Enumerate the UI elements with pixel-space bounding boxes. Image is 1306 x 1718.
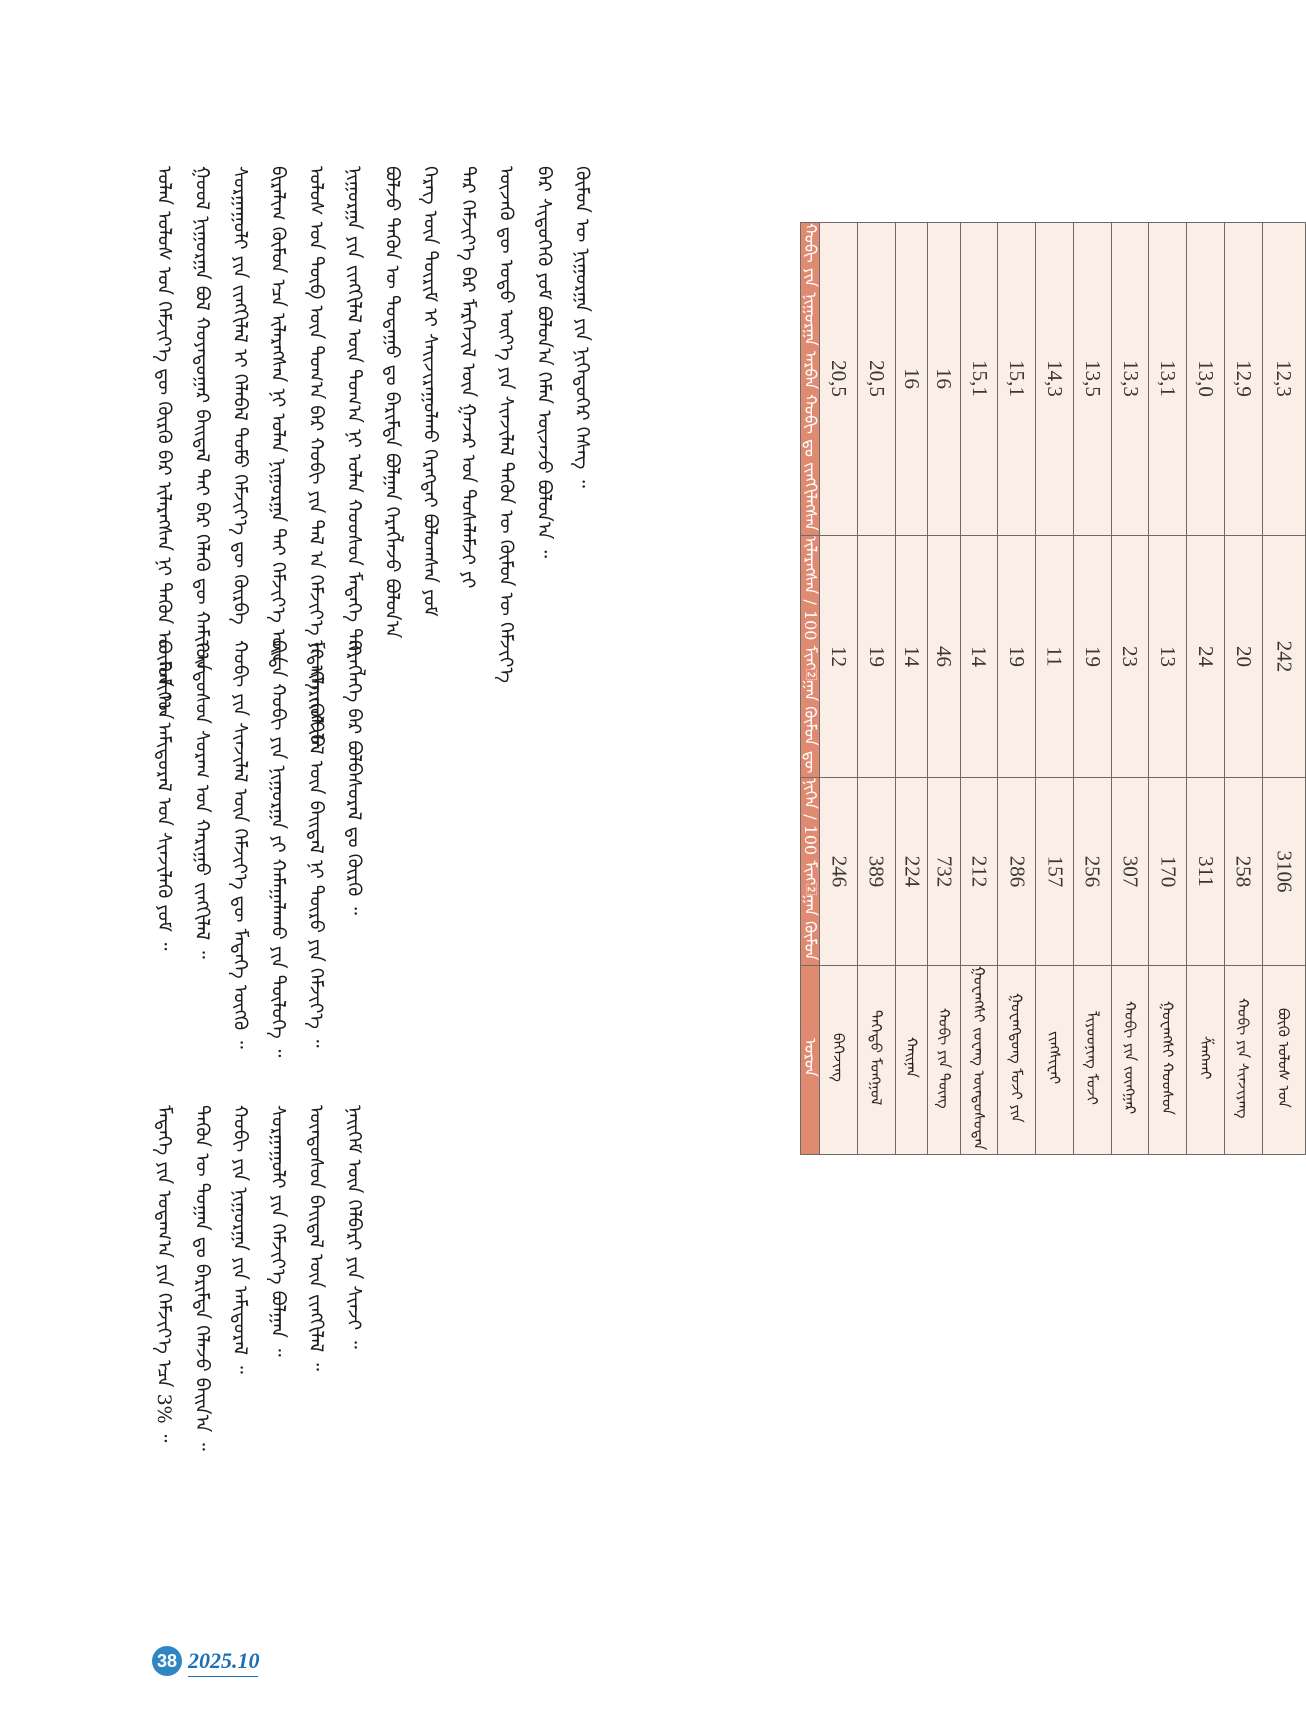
text-line: ᠦᠵᠡᠬᠦ ᠳᠦ ᠣᠳᠣ ᠦᠶ᠎ᠡ ᠶᠢᠨ ᠰᠢᠨᠵᠢᠯᠡᠯ ᠲᠡᠭᠦᠨ ᠦ ᠬᠦᠮᠦᠨ ᠦ ᠬᠡᠮᠵᠢᠶ᠎ᠡ — [495, 166, 517, 684]
cell-pop: 224 — [899, 855, 924, 888]
table-cell — [1262, 223, 1305, 536]
cell-rate: 15,1 — [967, 360, 992, 398]
text-line: ᠦᠨᠳᠦᠰᠦᠨ ᠪᠠᠢᠳᠠᠯ ᠦᠨ ᠵᠢᠩᠬᠢᠯᠡᠯ ᠃ — [305, 1105, 327, 1371]
table-cell — [1036, 535, 1074, 777]
table-cell — [1036, 223, 1074, 536]
cell-region: ᠬᠤᠪᠢ ᠶᠢᠨ ᠰᠢᠨᠵᠢᠶᠠᠩ — [1234, 997, 1253, 1119]
row-label-text: ᠢᠯᠡᠷᠡᠭᠰᠡᠨ / 100 ᠮᠢᠩ᠌ᠭᠠᠨ ᠬᠦᠮᠦᠨ ᠳᠦ — [801, 535, 820, 774]
cell-found: 46 — [932, 646, 957, 668]
table-cell — [1187, 223, 1225, 536]
cell-pop: 311 — [1193, 856, 1218, 887]
cell-found: 20 — [1231, 646, 1256, 668]
cell-found: 14 — [899, 646, 924, 668]
table-cell — [1187, 535, 1225, 777]
table-cell — [857, 778, 895, 965]
text-line: ᠬᠤᠪᠢ ᠶᠢᠨ ᠨᠢᠭᠤᠷᠭᠠ ᠶᠢᠨ ᠠᠮᠢᠳᠤᠷᠠᠯ ᠃ — [229, 1105, 251, 1374]
cell-region: ᠬᠤᠪᠢ ᠶᠢᠨ ᠳᠦᠩ — [934, 1007, 953, 1109]
cell-region: ᠭᠤᠸᠠᠩᠰᠢ ᠬᠣᠣᠰᠤᠨ — [1158, 1000, 1177, 1115]
table-cell — [1224, 778, 1262, 965]
cell-found: 19 — [1080, 646, 1105, 668]
text-line: ᠦᠨᠳᠦᠰᠦᠨ ᠰᠤᠷᠠᠭ ᠤᠨ ᠬᠠᠷᠢᠭᠤ ᠵᠢᠩᠬᠢᠯᠡᠯ ᠃ — [191, 640, 213, 959]
data-table — [800, 222, 1306, 1155]
table-cell — [1224, 965, 1262, 1154]
text-line: ᠭᠣᠣᠯ ᠨᠢᠭᠤᠷᠭᠠ ᠪᠣᠯ ᠬᠣᠶᠠᠳᠤᠭᠠᠷ ᠪᠠᠢᠳᠠᠯ ᠲᠠᠢ ᠪᠡᠷ ᠬᠡᠯᠡᠬᠦ ᠳᠦ ᠬᠠᠮᠢᠶ᠎ᠠ — [191, 166, 213, 671]
table-cell — [820, 965, 858, 1154]
row-label-text: ᠨᠢᠭᠡᠨ / 100 ᠮᠢᠩ᠌ᠭᠠᠨ ᠬᠦᠮᠦᠨ — [801, 778, 820, 961]
cell-found: 13 — [1156, 646, 1181, 668]
text-block-middle — [145, 640, 373, 1080]
table-cell — [1187, 965, 1225, 1154]
text-line: ᠨᠡᠢᠭᠡᠮ ᠦᠨ ᠬᠡᠯᠪᠡᠷᠢ ᠶᠢᠨ ᠰᠢᠨᠵᠢ ᠃ — [343, 1105, 365, 1349]
issue-label: 2025.10 — [188, 1648, 260, 1673]
table-cell — [928, 223, 961, 536]
table-cell — [1073, 223, 1111, 536]
cell-rate: 20,5 — [864, 360, 889, 398]
text-line: ᠰᠤᠷᠭᠠᠭᠤᠯᠢ ᠶᠢᠨ ᠬᠡᠮᠵᠢᠶ᠎ᠡ ᠪᠣᠯᠭᠠᠨ ᠃ — [267, 1105, 289, 1357]
text-block-bottom — [145, 1105, 373, 1625]
table-row-rate — [801, 223, 1306, 536]
cell-rate: 12,3 — [1272, 360, 1296, 398]
text-line: ᠪᠢᠷᠠᠯᠢᠭ ᠬᠦᠮᠦᠨ ᠡᠴᠡ ᠢᠯᠡᠷᠡᠭᠰᠡᠨ ᠨᠢ ᠣᠯᠠᠨ ᠨᠢᠭᠤᠷᠭᠠ ᠲᠠᠢ ᠬᠡᠮᠵᠢᠶ᠎ᠡ ᠦᠨ — [267, 166, 289, 663]
text-line: ᠬᠤᠪᠢ ᠶᠢᠨ ᠰᠢᠨᠵᠢᠯᠡᠯ ᠦᠨ ᠬᠡᠮᠵᠢᠶ᠎ᠡ ᠳᠦ ᠮᠡᠳᠡᠭᠡ ᠦᠭᠬᠦ ᠃ — [229, 640, 251, 1049]
table-cell — [1111, 778, 1149, 965]
cell-found: 242 — [1272, 640, 1296, 673]
table-cell — [928, 778, 961, 965]
table-cell — [1149, 535, 1187, 777]
cell-pop: 732 — [932, 855, 957, 888]
text-line: ᠲᠡᠭᠦᠨ ᠦ ᠲᠣᠭᠠᠨ ᠳᠤ ᠪᠠᠷᠢᠮᠲᠠ ᠬᠡᠯᠡᠵᠦ ᠪᠠᠢᠨ᠎ᠠ ᠃ — [191, 1105, 213, 1451]
cell-pop: 212 — [967, 855, 992, 888]
table-row-region — [801, 965, 1306, 1154]
text-line: ᠬᠦᠮᠦᠨ ᠦ ᠨᠢᠭᠤᠷᠭᠠ ᠶᠢᠨ ᠨᠢᠭᠡᠳᠦᠭᠡᠷ ᠬᠡᠰᠡᠭ ᠃ — [571, 166, 593, 488]
table-cell — [960, 535, 998, 777]
table-cell — [1262, 535, 1305, 777]
table-cell — [895, 535, 928, 777]
cell-pop: 246 — [826, 855, 851, 888]
cell-region: ᠬᠠᠢᠨᠠᠨ — [902, 1037, 921, 1079]
table-cell — [857, 965, 895, 1154]
cell-found: 14 — [967, 646, 992, 668]
cell-region: ᠳᠡᠭᠡᠳᠦ ᠮᠣᠩᠭᠣᠯ — [867, 1010, 886, 1106]
cell-pop: 307 — [1118, 855, 1143, 888]
table-cell — [1149, 778, 1187, 965]
table-cell — [1036, 778, 1074, 965]
cell-found: 19 — [864, 646, 889, 668]
cell-rate: 20,5 — [826, 360, 851, 398]
cell-region: ᠱᠠᠩᠬᠠᠢ — [1196, 1036, 1215, 1080]
table-cell — [1111, 535, 1149, 777]
table-cell — [820, 535, 858, 777]
cell-found: 19 — [1005, 646, 1030, 668]
table-cell — [1073, 535, 1111, 777]
cell-rate: 14,3 — [1042, 360, 1067, 398]
table-cell — [998, 965, 1036, 1154]
cell-found: 24 — [1193, 646, 1218, 668]
cell-pop: 3106 — [1272, 850, 1296, 893]
row-label-text: ᠣᠷᠣᠨ — [801, 1038, 820, 1078]
cell-pop: 256 — [1080, 855, 1105, 888]
text-line: ᠪᠠᠷ ᠰᠢᠳᠦᠭᠡᠬᠦ ᠶᠤᠮ ᠪᠣᠯᠤᠨ᠎ᠠ ᠬᠡᠮᠡᠨ ᠦᠵᠡᠵᠦ ᠪᠣᠯᠤᠨ᠎ᠠ ᠃ — [533, 166, 555, 558]
row-label — [801, 965, 820, 1154]
text-line: ᠬᠡᠷᠡᠭᠯᠡᠭᠡ ᠪᠡᠷ ᠪᠣᠯᠪᠠᠰᠤᠷᠠᠯ ᠳᠤ ᠬᠦᠷᠬᠦ ᠃ — [343, 640, 365, 915]
cell-rate: 16 — [899, 368, 924, 390]
table-cell — [895, 223, 928, 536]
table-cell — [1111, 223, 1149, 536]
cell-rate: 15,1 — [1005, 360, 1030, 398]
text-line: ᠨᠢᠭᠤᠷᠭᠠ ᠶᠢᠨ ᠵᠢᠩᠬᠢᠯᠡᠯ ᠦᠨ ᠲᠣᠭ᠎ᠠ ᠨᠢ ᠣᠯᠠᠨ ᠬᠣᠣᠰᠤᠨ ᠮᠡᠳᠡᠭᠡ ᠲᠠᠢ — [343, 166, 365, 656]
table-cell — [928, 535, 961, 777]
table-row-found — [801, 535, 1306, 777]
cell-region: ᠪᠦᠬᠦ ᠤᠯᠤᠰ ᠤᠨ — [1274, 1007, 1293, 1108]
cell-region: ᠯᠢᠶᠣᠣᠨᠢᠩ ᠮᠤᠵᠢ — [1083, 1010, 1102, 1105]
cell-rate: 12,9 — [1231, 360, 1256, 398]
cell-rate: 13,3 — [1118, 360, 1143, 398]
table-cell — [1224, 535, 1262, 777]
row-label-text: ᠬᠤᠪᠢ ᠶᠢᠨ ᠨᠢᠭᠤᠷᠭᠠ ᠠᠷᠪᠠᠨ ᠬᠤᠪᠢ ᠳᠤ ᠵᠢᠩᠬᠢᠯᠡᠭᠰᠡᠨ — [801, 223, 820, 531]
table-cell — [1187, 778, 1225, 965]
row-label — [801, 223, 820, 536]
table-cell — [895, 778, 928, 965]
cell-pop: 170 — [1156, 855, 1181, 888]
cell-pop: 389 — [864, 855, 889, 888]
cell-found: 11 — [1042, 646, 1067, 667]
table-cell — [1224, 223, 1262, 536]
cell-region: ᠬᠤᠪᠢ ᠶᠢᠨ ᠵᠦᠩᠭᠠᠷ — [1120, 1001, 1139, 1115]
cell-found: 23 — [1118, 646, 1143, 668]
table-cell — [1073, 778, 1111, 965]
table-cell — [895, 965, 928, 1154]
cell-rate: 13,0 — [1193, 360, 1218, 398]
table-cell — [1073, 965, 1111, 1154]
cell-region: ᠪᠡᠭᠡᠵᠢᠩ — [829, 1033, 848, 1083]
table-cell — [820, 778, 858, 965]
text-line: ᠬᠡᠷᠡᠭ ᠦᠨ ᠳᠦᠷᠢᠮ ᠢ ᠰᠠᠢᠵᠢᠷᠠᠭᠤᠯᠬᠤ ᠬᠡᠷᠡᠭᠲᠡᠢ ᠪᠣᠯᠤᠭᠰᠠᠨ ᠶᠤᠮ — [419, 166, 441, 617]
page-number-badge: 38 — [152, 1646, 182, 1676]
table-cell — [1036, 965, 1074, 1154]
table-cell — [960, 223, 998, 536]
cell-found: 12 — [826, 646, 851, 668]
table-cell — [998, 223, 1036, 536]
cell-region: ᠭᠤᠸᠠᠩᠳᠦᠩ ᠮᠤᠵᠢ ᠶᠢᠨ — [1007, 993, 1026, 1123]
text-line: ᠪᠣᠯᠵᠤ ᠲᠡᠭᠦᠨ ᠦ ᠳᠤᠲᠠᠭᠤ ᠳᠤ ᠪᠠᠷᠢᠮᠲᠠ ᠪᠣᠯᠭᠠᠨ ᠬᠡᠷᠡᠭᠯᠡᠵᠦ ᠪᠣᠯᠤᠨ᠎ᠠ — [381, 166, 403, 639]
cell-region: ᠵᠢᠩᠰᠢᠸᠠᠢ — [1045, 1031, 1064, 1085]
table-cell — [1262, 778, 1305, 965]
text-line: ᠪᠢᠳᠡ ᠬᠤᠪᠢ ᠶᠢᠨ ᠨᠢᠭᠤᠷᠭᠠ ᠶᠢ ᠬᠠᠮᠠᠭᠠᠯᠠᠬᠤ ᠶᠢᠨ ᠲᠥᠯᠥᠭᠡ ᠃ — [267, 640, 289, 1058]
table-cell — [820, 223, 858, 536]
issue-underline — [188, 1676, 258, 1677]
table-row-pop — [801, 778, 1306, 965]
text-line: ᠰᠤᠷᠭᠠᠭᠤᠯᠢ ᠶᠢᠨ ᠵᠢᠩᠬᠢᠯᠡᠯ ᠢ ᠬᠡᠯᠡᠪᠡᠯ ᠲᠣᠮᠣ ᠬᠡᠮᠵᠢᠶ᠎ᠡ ᠳᠦ ᠬᠦᠷᠪᠡ — [229, 166, 251, 625]
cell-rate: 16 — [932, 368, 957, 390]
cell-pop: 258 — [1231, 855, 1256, 888]
text-line: ᠬᠦᠮᠦᠨ ᠦ ᠠᠮᠢᠳᠤᠷᠠᠯ ᠤᠨ ᠰᠢᠨᠵᠢᠯᠡᠬᠦ ᠶᠤᠮ ᠃ — [153, 640, 175, 951]
table-cell — [998, 535, 1036, 777]
text-line: ᠤᠯᠤᠰ ᠤᠨ ᠲᠦᠪ ᠦᠨ ᠲᠣᠭ᠎ᠠ ᠪᠡᠷ ᠬᠤᠪᠢ ᠶᠢᠨ ᠲᠠᠯ ᠠ ᠬᠡᠮᠵᠢᠶ᠎ᠡ ᠶᠢ ᠢᠯᠡᠷᠡᠭᠦᠯᠵᠦ — [305, 166, 327, 748]
cell-rate: 13,5 — [1080, 360, 1105, 398]
text-line: ᠮᠡᠳᠡᠭᠡ ᠶᠢᠨ ᠤᠳᠠᠭ᠎ᠠ ᠶᠢᠨ ᠬᠡᠮᠵᠢᠶ᠎ᠡ ᠡᠴᠡ 3% ᠃ — [153, 1105, 175, 1443]
table-cell — [1149, 965, 1187, 1154]
table-cell — [1149, 223, 1187, 536]
cell-pop: 157 — [1042, 855, 1067, 888]
table-cell — [928, 965, 961, 1154]
text-line: ᠲᠠᠷ ᠬᠡᠮᠵᠢᠶ᠎ᠡ ᠪᠡᠷ ᠮᠡᠷᠭᠡᠵᠢᠯ ᠦᠨ ᠭᠠᠵᠠᠷ ᠤᠨ ᠲᠤᠰᠠᠯᠠᠮᠵᠢ ᠶᠢ — [457, 166, 479, 589]
table-cell — [857, 223, 895, 536]
table-cell — [998, 778, 1036, 965]
table-cell — [1111, 965, 1149, 1154]
row-label — [801, 535, 820, 777]
table-cell — [960, 965, 998, 1154]
row-label — [801, 778, 820, 965]
text-line: ᠣᠯᠠᠨ ᠤᠯᠤᠰ ᠤᠨ ᠬᠡᠮᠵᠢᠶ᠎ᠡ ᠳᠦ ᠬᠦᠷᠬᠦ ᠪᠠᠷ ᠢᠯᠡᠷᠡᠭᠰᠡᠨ ᠨᠢ ᠲᠡᠭᠦᠨ ᠦ ᠬᠠᠮᠢᠶ᠎ᠠ — [153, 166, 175, 720]
cell-region: ᠭᠤᠸᠠᠩᠰᠢ ᠵᠤᠸᠠᠩ ᠦᠨᠳᠦᠰᠦᠲᠡᠨ — [969, 965, 988, 1151]
table-cell — [960, 778, 998, 965]
cell-pop: 286 — [1005, 855, 1030, 888]
table-cell — [1262, 965, 1305, 1154]
text-line: ᠮᠡᠳᠡᠭᠡ ᠵᠢᠩᠬᠢᠯᠡᠯ ᠦᠨ ᠪᠠᠢᠳᠠᠯ ᠨᠢ ᠲᠥᠷᠥ ᠶᠢᠨ ᠬᠡᠮᠵᠢᠶ᠎ᠡ ᠃ — [305, 640, 327, 1048]
table-cell — [857, 535, 895, 777]
cell-rate: 13,1 — [1156, 360, 1181, 398]
